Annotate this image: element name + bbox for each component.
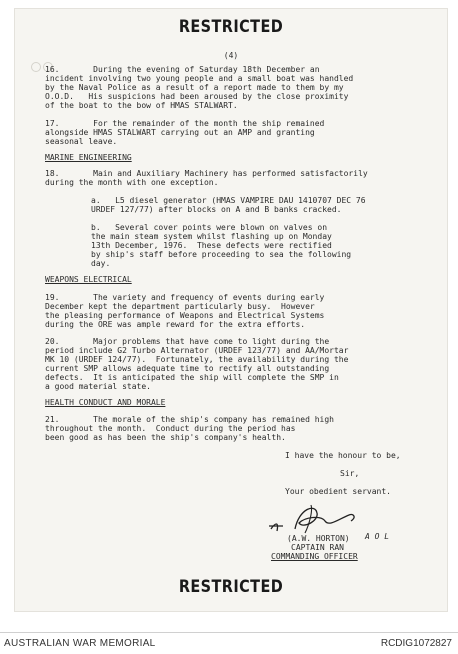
closing-servant: Your obedient servant. — [285, 487, 391, 496]
handwritten-initials: A O L — [365, 532, 390, 541]
heading-health-conduct-morale: HEALTH CONDUCT AND MORALE — [45, 398, 166, 407]
archive-footer — [0, 632, 458, 654]
para-21-line: throughout the month. Conduct during the period has — [45, 424, 296, 433]
para-21-line: been good as has been the ship's company's health. — [45, 433, 286, 442]
item-b-line: 13th December, 1976. These defects were rectified — [91, 241, 332, 250]
para-20-line: a good material state. — [45, 382, 151, 391]
para-16-line: O.O.D. His suspicions had been aroused by the close proximity — [45, 92, 349, 101]
para-20-line: 20. Major problems that have come to light during the — [45, 337, 330, 346]
para-16-line: 16. During the evening of Saturday 18th December an — [45, 65, 320, 74]
item-b-line: day. — [91, 259, 111, 268]
page-number: (4) — [223, 51, 239, 60]
para-16-line: of the boat to the bow of HMAS STALWART. — [45, 101, 238, 110]
archive-name: AUSTRALIAN WAR MEMORIAL — [4, 638, 156, 649]
para-17-line: alongside HMAS STALWART carrying out an AMP and granting — [45, 128, 315, 137]
closing-honour: I have the honour to be, — [285, 451, 401, 460]
item-b-line: the main steam system whilst flashing up on Monday — [91, 232, 332, 241]
item-b-line: b. Several cover points were blown on valves on — [91, 223, 328, 232]
para-18-line: 18. Main and Auxiliary Machinery has performed satisfactorily — [45, 169, 368, 178]
signatory-title: COMMANDING OFFICER — [271, 552, 358, 561]
para-16-line: by the Naval Police as a result of a report made to them by my — [45, 83, 344, 92]
signatory-name: (A.W. HORTON) — [287, 534, 350, 543]
closing-sir: Sir, — [340, 469, 360, 478]
para-17-line: 17. For the remainder of the month the ship remained — [45, 119, 325, 128]
para-20-line: current SMP allows adequate time to rectify all outstanding — [45, 364, 330, 373]
para-20-line: period include G2 Turbo Alternator (URDEF 123/77) and AA/Mortar — [45, 346, 349, 355]
para-19-line: during the ORE was ample reward for the extra efforts. — [45, 320, 306, 329]
para-20-line: MK 10 (URDEF 124/77). Fortunately, the availability during the — [45, 355, 349, 364]
signatory-rank: CAPTAIN RAN — [291, 543, 344, 552]
para-20-line: defects. It is anticipated the ship will complete the SMP in — [45, 373, 339, 382]
restricted-stamp-bottom: RESTRICTED — [178, 577, 284, 597]
para-19-line: the pleasing performance of Weapons and Electrical Systems — [45, 311, 325, 320]
para-21-line: 21. The morale of the ship's company has remained high — [45, 415, 334, 424]
para-17-line: seasonal leave. — [45, 137, 118, 146]
heading-marine-engineering: MARINE ENGINEERING — [45, 153, 132, 162]
item-a-line: URDEF 127/77) after blocks on A and B banks cracked. — [91, 205, 342, 214]
item-b-line: by ship's staff before proceeding to sea the following — [91, 250, 352, 259]
para-16-line: incident involving two young people and a small boat was handled — [45, 74, 354, 83]
para-19-line: 19. The variety and frequency of events during early — [45, 293, 325, 302]
restricted-stamp-top: RESTRICTED — [178, 17, 284, 37]
item-a-line: a. L5 diesel generator (HMAS VAMPIRE DAU 1410707 DEC 76 — [91, 196, 366, 205]
para-19-line: December kept the department particularly busy. However — [45, 302, 315, 311]
para-18-line: during the month with one exception. — [45, 178, 219, 187]
heading-weapons-electrical: WEAPONS ELECTRICAL — [45, 275, 132, 284]
document-page — [14, 8, 448, 612]
record-id: RCDIG1072827 — [380, 638, 452, 649]
